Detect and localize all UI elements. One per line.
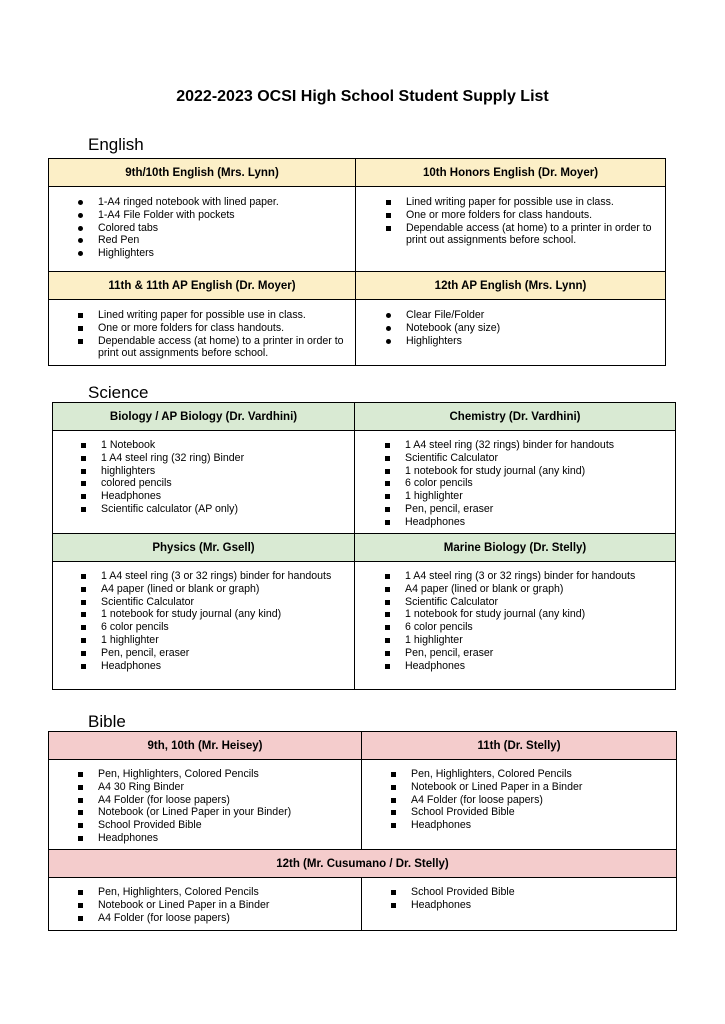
science-table [52, 402, 676, 690]
supply-item: One or more folders for class handouts. [98, 322, 349, 335]
supply-cell [355, 562, 676, 690]
supply-item: A4 30 Ring Binder [98, 781, 355, 794]
supply-item: School Provided Bible [98, 819, 355, 832]
course-header: Chemistry (Dr. Vardhini) [355, 403, 676, 431]
course-header: Biology / AP Biology (Dr. Vardhini) [53, 403, 355, 431]
supply-item: Highlighters [406, 335, 659, 348]
supply-item: Dependable access (at home) to a printer in order to print out assignments before school. [406, 222, 659, 248]
supply-item: School Provided Bible [411, 806, 670, 819]
supply-item: A4 Folder (for loose papers) [411, 794, 670, 807]
course-header: 12th (Mr. Cusumano / Dr. Stelly) [49, 850, 677, 878]
course-header: 9th, 10th (Mr. Heisey) [49, 732, 362, 760]
supply-list [98, 768, 355, 845]
supply-item: 1 A4 steel ring (3 or 32 rings) binder for handouts [101, 570, 348, 583]
supply-list [98, 886, 355, 924]
supply-list [405, 439, 669, 529]
supply-item: Pen, Highlighters, Colored Pencils [411, 768, 670, 781]
section-heading-science: Science [88, 383, 149, 402]
supply-item: Notebook or Lined Paper in a Binder [411, 781, 670, 794]
supply-cell [49, 878, 362, 931]
supply-item: A4 paper (lined or blank or graph) [405, 583, 669, 596]
supply-list [406, 196, 659, 247]
course-header: 11th & 11th AP English (Dr. Moyer) [49, 272, 356, 300]
supply-item: highlighters [101, 465, 348, 478]
supply-list [411, 768, 670, 832]
supply-item: 1-A4 File Folder with pockets [98, 209, 349, 222]
supply-item: 1-A4 ringed notebook with lined paper. [98, 196, 349, 209]
supply-item: Lined writing paper for possible use in class. [98, 309, 349, 322]
supply-item: Dependable access (at home) to a printer in order to print out assignments before school. [98, 335, 349, 361]
course-header: 11th (Dr. Stelly) [362, 732, 677, 760]
supply-item: Pen, Highlighters, Colored Pencils [98, 768, 355, 781]
supply-cell [49, 300, 356, 366]
supply-item: A4 Folder (for loose papers) [98, 912, 355, 925]
supply-item: Pen, pencil, eraser [405, 503, 669, 516]
supply-list [406, 309, 659, 347]
course-header: Marine Biology (Dr. Stelly) [355, 534, 676, 562]
page-title: 2022-2023 OCSI High School Student Supply List [176, 88, 549, 105]
supply-cell [356, 300, 666, 366]
course-header: 10th Honors English (Dr. Moyer) [356, 159, 666, 187]
supply-item: Scientific calculator (AP only) [101, 503, 348, 516]
supply-item: Pen, Highlighters, Colored Pencils [98, 886, 355, 899]
supply-item: 6 color pencils [405, 621, 669, 634]
supply-item: 1 A4 steel ring (32 ring) Binder [101, 452, 348, 465]
supply-item: Headphones [405, 516, 669, 529]
supply-item: Scientific Calculator [405, 596, 669, 609]
supply-item: 1 notebook for study journal (any kind) [405, 465, 669, 478]
supply-item: 1 notebook for study journal (any kind) [405, 608, 669, 621]
supply-item: 6 color pencils [101, 621, 348, 634]
supply-item: One or more folders for class handouts. [406, 209, 659, 222]
supply-list [101, 439, 348, 516]
supply-item: School Provided Bible [411, 886, 670, 899]
supply-list [98, 196, 349, 260]
supply-item: Lined writing paper for possible use in class. [406, 196, 659, 209]
supply-item: Pen, pencil, eraser [101, 647, 348, 660]
bible-table [48, 731, 677, 931]
supply-item: Headphones [411, 819, 670, 832]
supply-item: Scientific Calculator [405, 452, 669, 465]
supply-cell [356, 187, 666, 272]
supply-item: 1 highlighter [101, 634, 348, 647]
supply-item: 1 highlighter [405, 634, 669, 647]
supply-cell [362, 878, 677, 931]
supply-item: A4 Folder (for loose papers) [98, 794, 355, 807]
supply-item: Headphones [98, 832, 355, 845]
supply-cell [355, 431, 676, 534]
supply-list [405, 570, 669, 672]
supply-cell [49, 187, 356, 272]
supply-item: colored pencils [101, 477, 348, 490]
supply-list [101, 570, 348, 672]
supply-item: 1 notebook for study journal (any kind) [101, 608, 348, 621]
supply-item: Highlighters [98, 247, 349, 260]
supply-cell [49, 760, 362, 850]
english-table [48, 158, 666, 366]
supply-item: Notebook (any size) [406, 322, 659, 335]
supply-item: Headphones [101, 660, 348, 673]
supply-item: Clear File/Folder [406, 309, 659, 322]
section-heading-bible: Bible [88, 712, 126, 731]
supply-item: Pen, pencil, eraser [405, 647, 669, 660]
supply-item: 1 A4 steel ring (3 or 32 rings) binder for handouts [405, 570, 669, 583]
section-heading-english: English [88, 135, 144, 154]
supply-item: A4 paper (lined or blank or graph) [101, 583, 348, 596]
supply-item: 1 highlighter [405, 490, 669, 503]
course-header: 9th/10th English (Mrs. Lynn) [49, 159, 356, 187]
supply-item: Scientific Calculator [101, 596, 348, 609]
supply-item: Notebook (or Lined Paper in your Binder) [98, 806, 355, 819]
supply-item: 6 color pencils [405, 477, 669, 490]
course-header: 12th AP English (Mrs. Lynn) [356, 272, 666, 300]
supply-item: 1 A4 steel ring (32 rings) binder for handouts [405, 439, 669, 452]
supply-cell [53, 562, 355, 690]
supply-item: 1 Notebook [101, 439, 348, 452]
supply-item: Notebook or Lined Paper in a Binder [98, 899, 355, 912]
supply-cell [362, 760, 677, 850]
supply-item: Red Pen [98, 234, 349, 247]
supply-cell [53, 431, 355, 534]
supply-item: Headphones [101, 490, 348, 503]
supply-item: Headphones [405, 660, 669, 673]
supply-list [411, 886, 670, 912]
course-header: Physics (Mr. Gsell) [53, 534, 355, 562]
supply-item: Colored tabs [98, 222, 349, 235]
supply-item: Headphones [411, 899, 670, 912]
supply-list [98, 309, 349, 360]
